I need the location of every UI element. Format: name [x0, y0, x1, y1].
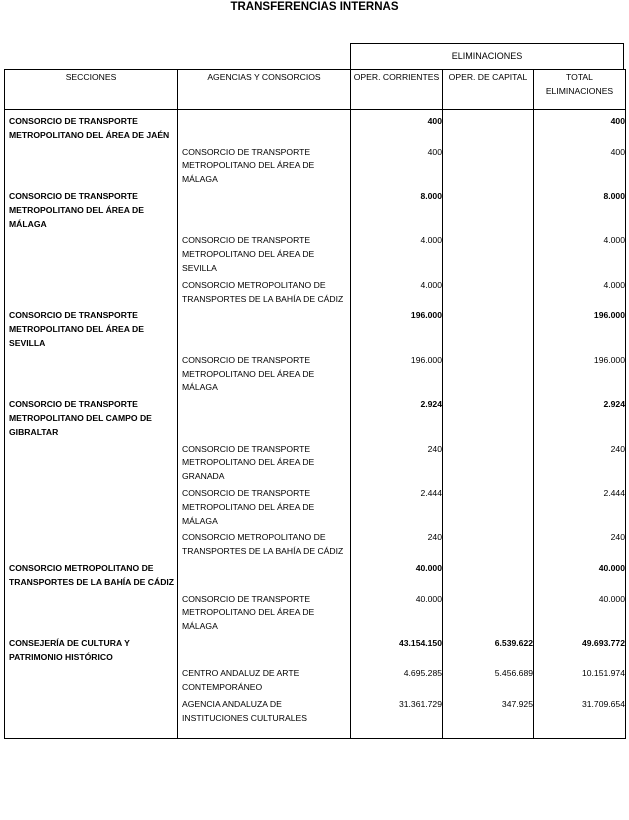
seccion-cell: [5, 695, 178, 739]
table-row: [5, 306, 626, 350]
total-cell: 196.000: [534, 306, 626, 350]
eliminaciones-group-header: ELIMINACIONES: [350, 43, 624, 69]
total-cell: 196.000: [534, 351, 626, 395]
seccion-cell: CONSORCIO DE TRANSPORTE METROPOLITANO DEL ÁREA DE JAÉN: [5, 110, 178, 143]
total-cell: 31.709.654: [534, 695, 626, 739]
table-row: [5, 590, 626, 634]
page-title: TRANSFERENCIAS INTERNAS: [230, 1, 399, 13]
agencia-cell: CENTRO ANDALUZ DE ARTE CONTEMPORÁNEO: [178, 664, 351, 695]
total-cell: 4.000: [534, 231, 626, 275]
agencia-cell: CONSORCIO METROPOLITANO DE TRANSPORTES DE LA BAHÍA DE CÁDIZ: [178, 276, 351, 307]
table-row: [5, 664, 626, 695]
seccion-cell: [5, 440, 178, 484]
capital-cell: [443, 231, 534, 275]
seccion-cell: [5, 231, 178, 275]
table-row: [5, 528, 626, 559]
corrientes-cell: 43.154.150: [351, 634, 443, 665]
table-row: [5, 351, 626, 395]
capital-cell: [443, 187, 534, 231]
seccion-cell: [5, 276, 178, 307]
table-row: [5, 484, 626, 528]
seccion-cell: CONSORCIO DE TRANSPORTE METROPOLITANO DEL ÁREA DE MÁLAGA: [5, 187, 178, 231]
agencia-cell: CONSORCIO DE TRANSPORTE METROPOLITANO DEL ÁREA DE GRANADA: [178, 440, 351, 484]
table-header-row: [5, 70, 626, 110]
corrientes-cell: 400: [351, 143, 443, 187]
seccion-cell: [5, 484, 178, 528]
agencia-cell: [178, 559, 351, 590]
total-cell: 40.000: [534, 590, 626, 634]
table-row: [5, 143, 626, 187]
col-header-total: TOTAL ELIMINACIONES: [534, 70, 626, 110]
table-row: [5, 276, 626, 307]
agencia-cell: CONSORCIO METROPOLITANO DE TRANSPORTES DE LA BAHÍA DE CÁDIZ: [178, 528, 351, 559]
total-cell: 2.924: [534, 395, 626, 439]
capital-cell: [443, 440, 534, 484]
corrientes-cell: 40.000: [351, 559, 443, 590]
seccion-cell: [5, 528, 178, 559]
seccion-cell: CONSEJERÍA DE CULTURA Y PATRIMONIO HISTÓRICO: [5, 634, 178, 665]
capital-cell: [443, 395, 534, 439]
corrientes-cell: 40.000: [351, 590, 443, 634]
corrientes-cell: 400: [351, 110, 443, 143]
total-cell: 4.000: [534, 276, 626, 307]
seccion-cell: CONSORCIO DE TRANSPORTE METROPOLITANO DEL CAMPO DE GIBRALTAR: [5, 395, 178, 439]
capital-cell: [443, 276, 534, 307]
corrientes-cell: 196.000: [351, 306, 443, 350]
agencia-cell: [178, 395, 351, 439]
agencia-cell: [178, 306, 351, 350]
capital-cell: 347.925: [443, 695, 534, 739]
corrientes-cell: 2.444: [351, 484, 443, 528]
corrientes-cell: 196.000: [351, 351, 443, 395]
total-cell: 49.693.772: [534, 634, 626, 665]
corrientes-cell: 240: [351, 528, 443, 559]
total-cell: 240: [534, 440, 626, 484]
table-row: [5, 110, 626, 143]
capital-cell: [443, 559, 534, 590]
seccion-cell: [5, 664, 178, 695]
col-header-oper-capital: OPER. DE CAPITAL: [443, 70, 534, 110]
seccion-cell: [5, 351, 178, 395]
agencia-cell: [178, 187, 351, 231]
corrientes-cell: 240: [351, 440, 443, 484]
agencia-cell: [178, 634, 351, 665]
table-row: [5, 634, 626, 665]
total-cell: 2.444: [534, 484, 626, 528]
corrientes-cell: 4.695.285: [351, 664, 443, 695]
corrientes-cell: 31.361.729: [351, 695, 443, 739]
table-row: [5, 231, 626, 275]
total-cell: 400: [534, 110, 626, 143]
seccion-cell: CONSORCIO DE TRANSPORTE METROPOLITANO DEL ÁREA DE SEVILLA: [5, 306, 178, 350]
capital-cell: [443, 306, 534, 350]
transfers-table: [4, 69, 626, 739]
corrientes-cell: 2.924: [351, 395, 443, 439]
seccion-cell: [5, 590, 178, 634]
total-cell: 40.000: [534, 559, 626, 590]
agencia-cell: CONSORCIO DE TRANSPORTE METROPOLITANO DEL ÁREA DE MÁLAGA: [178, 351, 351, 395]
table-row: [5, 695, 626, 739]
total-cell: 240: [534, 528, 626, 559]
capital-cell: [443, 590, 534, 634]
capital-cell: 5.456.689: [443, 664, 534, 695]
agencia-cell: CONSORCIO DE TRANSPORTE METROPOLITANO DEL ÁREA DE MÁLAGA: [178, 590, 351, 634]
agencia-cell: CONSORCIO DE TRANSPORTE METROPOLITANO DEL ÁREA DE MÁLAGA: [178, 484, 351, 528]
table-row: [5, 559, 626, 590]
total-cell: 10.151.974: [534, 664, 626, 695]
seccion-cell: CONSORCIO METROPOLITANO DE TRANSPORTES DE LA BAHÍA DE CÁDIZ: [5, 559, 178, 590]
capital-cell: [443, 528, 534, 559]
total-cell: 400: [534, 143, 626, 187]
agencia-cell: CONSORCIO DE TRANSPORTE METROPOLITANO DEL ÁREA DE MÁLAGA: [178, 143, 351, 187]
agencia-cell: CONSORCIO DE TRANSPORTE METROPOLITANO DEL ÁREA DE SEVILLA: [178, 231, 351, 275]
table-row: [5, 440, 626, 484]
capital-cell: 6.539.622: [443, 634, 534, 665]
agencia-cell: [178, 110, 351, 143]
col-header-agencias: AGENCIAS Y CONSORCIOS: [178, 70, 351, 110]
corrientes-cell: 8.000: [351, 187, 443, 231]
capital-cell: [443, 110, 534, 143]
corrientes-cell: 4.000: [351, 276, 443, 307]
capital-cell: [443, 484, 534, 528]
table-row: [5, 187, 626, 231]
seccion-cell: [5, 143, 178, 187]
agencia-cell: AGENCIA ANDALUZA DE INSTITUCIONES CULTURALES: [178, 695, 351, 739]
table-row: [5, 395, 626, 439]
col-header-secciones: SECCIONES: [5, 70, 178, 110]
corrientes-cell: 4.000: [351, 231, 443, 275]
capital-cell: [443, 143, 534, 187]
capital-cell: [443, 351, 534, 395]
total-cell: 8.000: [534, 187, 626, 231]
col-header-oper-corrientes: OPER. CORRIENTES: [351, 70, 443, 110]
